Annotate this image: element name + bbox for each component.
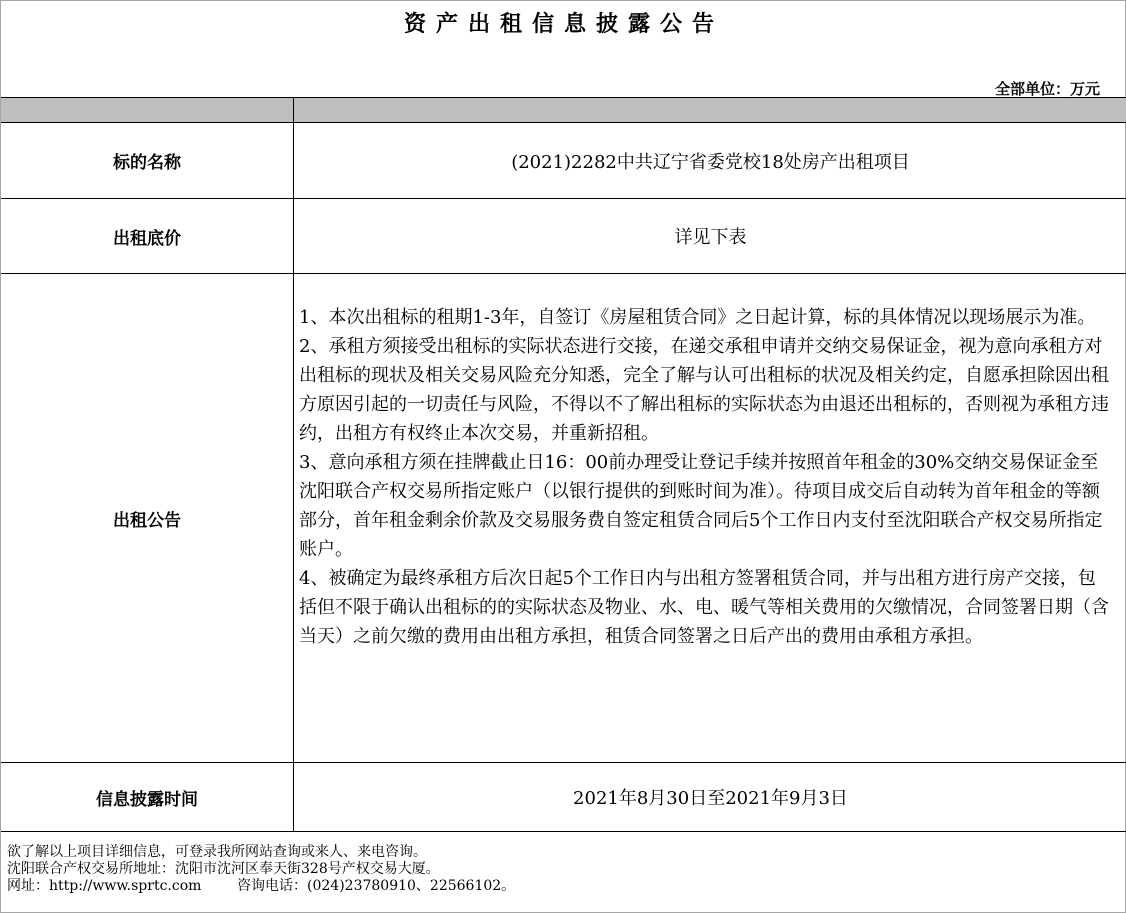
base-price-label: 出租底价 <box>113 228 181 249</box>
subject-name-value: (2021)2282中共辽宁省委党校18处房产出租项目 <box>511 151 910 173</box>
notice-paragraph-4: 4、被确定为最终承租方后次日起5个工作日内与出租方签署租赁合同，并与出租方进行房产交接，包括但不限于确认出租标的的实际状态及物业、水、电、暖气等相关费用的欠缴情况，合同签署日期（含当天）之前欠缴的费用由出租方承担，租赁合同签署之日后产出的费用由承租方承担。 <box>299 568 1109 647</box>
notice-text <box>299 303 1111 651</box>
unit-label: 全部单位：万元 <box>994 80 1100 98</box>
disclosure-period-label: 信息披露时间 <box>96 789 198 810</box>
document-title: 资产出租信息披露公告 <box>403 11 724 37</box>
base-price-value: 详见下表 <box>674 227 747 248</box>
notice-label: 出租公告 <box>113 510 181 531</box>
disclosure-period-value: 2021年8月30日至2021年9月3日 <box>573 788 848 809</box>
notice-paragraph-1: 1、本次出租标的租期1-3年，自签订《房屋租赁合同》之日起计算，标的具体情况以现场展示为准。 <box>299 307 1096 328</box>
header-band-right <box>294 98 1126 122</box>
notice-paragraph-3: 3、意向承租方须在挂牌截止日16：00前办理受让登记手续并按照首年租金的30%交纳交易保证金至沈阳联合产权交易所指定账户（以银行提供的到账时间为准）。待项目成交后自动转为首年租金的等额部分，首年租金剩余价款及交易服务费自签定租赁合同后5个工作日内支付至沈阳联合产权交易所指定账户。 <box>299 452 1103 560</box>
footer-line-website-phone: 网址：http://www.sprtc.com 咨询电话：(024)23780910、22566102。 <box>7 878 516 894</box>
footer-line-inquiry: 欲了解以上项目详细信息，可登录我所网站查询或来人、来电咨询。 <box>7 844 427 860</box>
footer-contact <box>7 844 515 895</box>
footer-line-address: 沈阳联合产权交易所地址：沈阳市沈河区奉天街328号产权交易大厦。 <box>7 861 440 877</box>
subject-name-label: 标的名称 <box>113 153 181 173</box>
notice-paragraph-2: 2、承租方须接受出租标的实际状态进行交接，在递交承租申请并交纳交易保证金，视为意向承租方对出租标的现状及相关交易风险充分知悉，完全了解与认可出租标的状况及相关约定，自愿承担除因出租方原因引起的一切责任与风险，不得以不了解出租标的实际状态为由退还出租标的，否则视为承租方违约，出租方有权终止本次交易，并重新招租。 <box>299 336 1109 444</box>
header-band-left <box>1 98 293 122</box>
